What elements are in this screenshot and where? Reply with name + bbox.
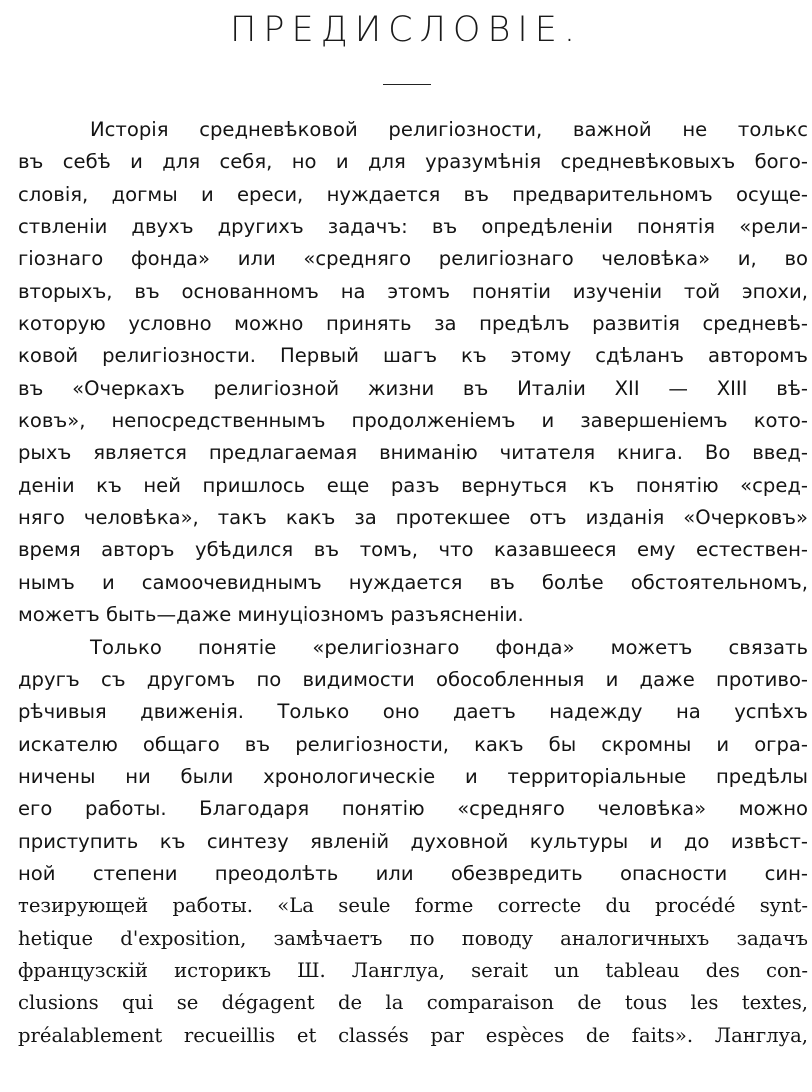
text-line: можетъ быть—даже минуціозномъ разъясненіи. bbox=[18, 603, 524, 627]
text-line: французскій историкъ Ш. Ланглуа, serait un tableau des con- bbox=[18, 958, 808, 982]
text-line: préalablement recueillis et classés par espèces de faits». Ланглуа, bbox=[18, 1023, 808, 1047]
preface-body bbox=[18, 114, 808, 1052]
text-line: рѣчивыя движенія. Только оно даетъ надежду на успѣхъ bbox=[18, 700, 808, 724]
title-divider bbox=[383, 84, 431, 85]
text-line: тезирующей работы. «La seule forme correcte du procédé synt- bbox=[18, 894, 808, 918]
text-line: hetique d'exposition, замѣчаетъ по поводу аналогичныхъ задачъ bbox=[18, 926, 808, 950]
text-line: въ себѣ и для себя, но и для уразумѣнія средневѣковыхъ бого- bbox=[18, 150, 808, 174]
text-line: словія, догмы и ереси, нуждается въ предварительномъ осуще- bbox=[18, 182, 808, 206]
text-line: время авторъ убѣдился въ томъ, что казавшееся ему естествен- bbox=[18, 538, 808, 562]
text-line: деніи къ ней пришлось еще разъ вернуться къ понятію «сред- bbox=[18, 473, 808, 497]
text-line: ствленіи двухъ другихъ задачъ: въ опредѣленіи понятія «рели- bbox=[18, 215, 808, 239]
text-line: ничены ни были хронологическіе и территоріальные предѣлы bbox=[18, 764, 808, 788]
text-line: нымъ и самоочевиднымъ нуждается въ болѣе обстоятельномъ, bbox=[18, 570, 808, 594]
text-line: рыхъ является предлагаемая вниманію читателя книга. Во введ- bbox=[18, 441, 808, 465]
page-title: ПРЕДИСЛОВІЕ. bbox=[230, 10, 582, 50]
text-line: гіознаго фонда» или «средняго религіознаго человѣка» и, во bbox=[18, 247, 808, 271]
text-line: другъ съ другомъ по видимости обособленныя и даже противо- bbox=[18, 667, 808, 691]
text-line: няго человѣка», такъ какъ за протекшее отъ изданія «Очерковъ» bbox=[18, 506, 808, 530]
text-line: Только понятіе «религіознаго фонда» можетъ связать bbox=[90, 635, 808, 659]
text-line: Исторія средневѣковой религіозности, важной не толькс bbox=[90, 118, 808, 141]
text-line: ной степени преодолѣть или обезвредить опасности син- bbox=[18, 861, 808, 885]
text-line: clusions qui se dégagent de la comparaison de tous les textes, bbox=[18, 991, 808, 1015]
text-line: ковъ», непосредственнымъ продолженіемъ и завершеніемъ кото- bbox=[18, 409, 808, 433]
text-line: вторыхъ, въ основанномъ на этомъ понятіи изученіи той эпохи, bbox=[18, 279, 808, 303]
text-line: приступить къ синтезу явленій духовной культуры и до извѣст- bbox=[18, 829, 808, 853]
text-line: которую условно можно принять за предѣлъ развитія средневѣ- bbox=[18, 312, 808, 336]
text-line: его работы. Благодаря понятію «средняго человѣка» можно bbox=[18, 797, 808, 821]
text-line: въ «Очеркахъ религіозной жизни въ Италіи XII — XIII вѣ- bbox=[18, 376, 808, 400]
text-line: искателю общаго въ религіозности, какъ бы скромны и огра- bbox=[18, 732, 808, 756]
text-line: ковой религіозности. Первый шагъ къ этому сдѣланъ авторомъ bbox=[18, 344, 808, 368]
